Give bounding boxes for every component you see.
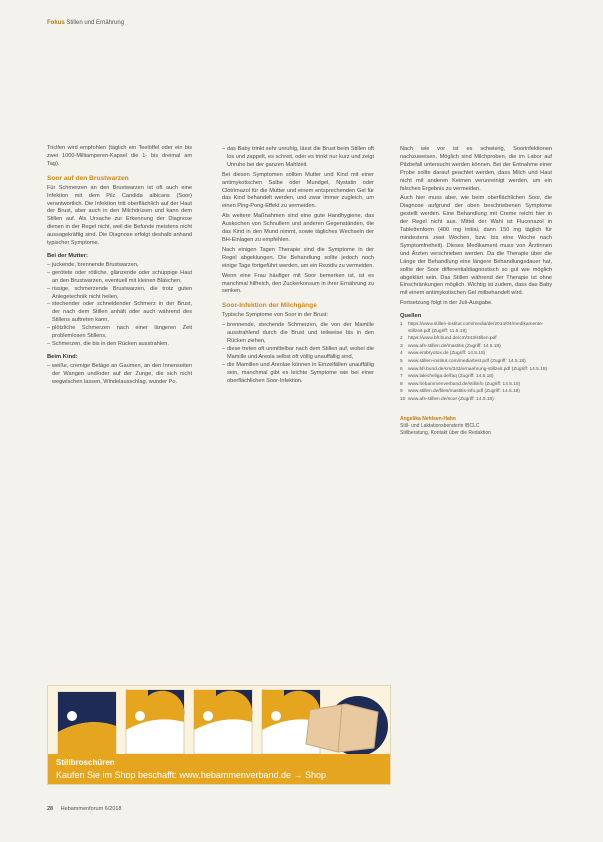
source-item: 1 https://www.stillen-institut.com/media/de/2014/04/medikamente-stillzeit.pdf (Zugriff: 11.5.18) <box>400 322 544 334</box>
column-1 <box>47 145 192 585</box>
author-contact: Stillberatung, Kontakt über die Redaktion <box>400 429 491 436</box>
author-name: Angelika Nehlsen-Hahn <box>400 415 456 422</box>
heading-soor-milchgaenge: Soor-Infektion der Milchgänge <box>222 302 317 310</box>
running-header <box>47 20 124 26</box>
list-item: – brennende, stechende Schmerzen, die von der Mamille ausstrahlend durch die Brust und teilweise bis in den Rücken ziehen, <box>222 322 374 346</box>
list-item: – diese treten oft unmittelbar nach dem Stillen auf, wobei die Mamille und Areola selbst oft völlig unauffällig sind, <box>222 346 374 362</box>
source-item: 7 www.lalecheliga.de/faq (Zugriff: 14.5.18) <box>400 374 494 380</box>
paragraph: Nach einigen Tagen Therapie sind die Symptome in der Regel abgeklungen. Die Behandlung sollte jedoch noch einige Tage fortgeführt werden, um ein Rezidiv zu vermeiden. <box>222 246 374 269</box>
list-item: – stechender oder schneidender Schmerz in der Brust, der nach dem Stillen anhält oder auch während des Stillens auftreten kann, <box>47 301 192 325</box>
list-item: – die Mamillen und Areolae können in Einzelfällen unauffällig sein, manchmal gibt es leichte Symptome wie bei einer oberflächlichen Soor-Infektion. <box>222 362 374 386</box>
brochure-cover <box>126 690 184 754</box>
brochure-cover <box>58 692 116 754</box>
source-item: 4 www.embryotox.de (Zugriff: 14.5.18) <box>400 351 486 357</box>
child-label: Beim Kind: <box>47 353 78 360</box>
list-item: – Schmerzen, die bis in den Rücken ausstrahlen. <box>47 341 192 349</box>
brochure-cover <box>194 690 252 754</box>
intro-paragraph: Triclfen wird empfohlen (täglich ein Teelöffel oder ein bis zwei 1000-Milliamperen-Kapsel die 1- bis dreimal am Tag). <box>47 145 192 167</box>
page-footer <box>47 806 122 812</box>
breast-symptom-list <box>222 322 374 385</box>
mother-label: Bei der Mutter: <box>47 252 88 259</box>
paragraph: Für Schmerzen an den Brustwarzen ist oft auch eine Infektion mit dem Pilz Candida albicans (Soor) verantwortlich. Die Infektion tritt oberflächlich auf der Haut der Brust, aber auch in den Milchdrüsen und kann dem Stillen auf. Als Ursache zur Erkennung der Diagnose dienen in der Regel nicht, weil die Befunde meistens nicht aussagekräftig sind. Die Diagnose erfolgt deshalb anhand typischer Symptome. <box>47 184 192 247</box>
ad-shop-link[interactable]: Kaufen Sie im Shop beschafft: www.hebammenverband.de → Shop <box>56 770 326 780</box>
column-2 <box>222 146 374 536</box>
list-item: – weiße, cremige Beläge an Gaumen, an den Innenseiten der Wangen und/oder auf der Zunge, die sich nicht wegwischen lassen, Windelausschlag, wunder Po. <box>47 363 192 387</box>
sources-list <box>400 322 552 404</box>
mother-symptom-list <box>47 262 192 349</box>
page-number: 28 <box>47 806 54 812</box>
section-title: Stillen und Ernährung <box>66 20 125 26</box>
list-item: – das Baby trinkt sehr unruhig, lässt die Brust beim Stillen oft los und zappelt, es schreit, oder es trinkt nur kurz und zeigt Unruhe bei der ganzen Mahlzeit. <box>222 146 374 170</box>
source-item: 2 https://www.bfr.bund.de/cm/343/stillen.pdf <box>400 336 497 342</box>
source-item: 10 www.afs-stillen.de/soor (Zugriff: 14.5.18) <box>400 396 494 402</box>
child-symptom-list <box>47 363 192 387</box>
source-item: 8 www.hebammenverband.de/stillinfo (Zugriff: 14.5.18) <box>400 381 521 387</box>
paragraph: Nach wie vor ist es schwierig, Soorinfektionen nachzuweisen. Möglich sind Milchproben, die im Labor auf Pilzbefall untersucht werden können. Bei der Entnahme einer Probe sollte darauf geachtet werden, dass Milch und Haut nicht mit anderen Keimen verunreinigt werden, um ein falsches Ergebnis zu vermeiden. <box>400 146 552 192</box>
brochure-advertisement[interactable] <box>47 685 391 785</box>
author-block <box>400 416 552 437</box>
paragraph: Auch hier muss aber, wie beim oberflächlichen Soor, die Diagnose aufgrund der oben beschriebenen Symptome gestellt werden. Eine Behandlung mit Creme reicht hier in der Regel nicht aus. Mittel der Wahl ist Fluconazol in Tablettenform (400 mg initial, dann 150 mg täglich für mindestens zwei Wochen, bzw. bis eine Woche nach Symptomfreiheit). Dieses Medikament muss von Ärztinnen und Ärzten verschrieben werden. Da die Therapie über die Länge der Behandlung eine längere Behandlungsdauer hat, sollte der Soor differentialdiagnostisch so gut wie möglich abgeklärt sein. Das Stillen während der Therapie ist ohne Einschränkungen möglich. Wichtig ist zudem, dass das Baby mit einem antimykotischen Gel mitbehandelt wird. <box>400 195 552 297</box>
brochure-covers-image <box>48 686 391 754</box>
sources-label: Quellen <box>400 313 422 320</box>
source-item: 6 www.bfr.bund.de/cm/343/ernaehrung-stillzeit.pdf (Zugriff: 14.5.18) <box>400 366 548 372</box>
list-item: – rissige, schmerzende Brustwarzen, die trotz guten Anlegetechnik nicht heilen, <box>47 286 192 302</box>
paragraph: Bei diesen Symptomen sollten Mutter und Kind mit einer antimykotischen Salbe oder Mundgel, Nystatin oder Clotrimazol für die Mutter und einem entsprechenden Gel für das Kind behandelt werden, und zwar immer zugleich, um einen Ping-Pong-Effekt zu vermeiden. <box>222 171 374 210</box>
list-item: – plötzliche Schmerzen nach einer längeren Zeit problemlosen Stillens, <box>47 325 192 341</box>
list-item: – gerötete oder rötliche, glänzende oder schuppige Haut an den Brustwarzen, eventuell mit kleinen Bläschen, <box>47 270 192 286</box>
ad-title: Stillbroschüren <box>56 758 115 767</box>
author-role: Still- und Laktationsberaterin IBCLC <box>400 422 480 429</box>
paragraph: Wenn eine Frau häufiger mit Soor bemerken ist, ist es manchmal hilfreich, den Zuckerkonsum in ihrer Ernährung zu senken. <box>222 272 374 295</box>
source-item: 9 www.stillen.de/files/mastitis-info.pdf (Zugriff: 14.5.18) <box>400 389 520 395</box>
section-label: Fokus <box>47 20 65 26</box>
child-symptom-list-cont <box>222 146 374 170</box>
continuation-note: Fortsetzung folgt in der Juli-Ausgabe. <box>400 300 493 307</box>
magazine-name: Hebammenforum 6/2018 <box>60 806 122 812</box>
list-item: – juckende, brennende Brustwarzen, <box>47 262 192 270</box>
column-3 <box>400 146 552 736</box>
paragraph: Als weitere Maßnahmen sind eine gute Handhygiene, das Auskochen von Schnullern und anderen Gegenständen, die das Kind in den Mund nimmt, sowie tägliches Wechseln der BH-Einlagen zu empfehlen. <box>222 213 374 243</box>
source-item: 3 www.afs-stillen.de/mastitis (Zugriff: 14.5.18) <box>400 343 501 349</box>
paragraph: Typische Symptome von Soor in der Brust: <box>222 312 329 319</box>
heading-soor-brustwarzen: Soor auf den Brustwarzen <box>47 174 129 182</box>
source-item: 5 www.stillen-institut.com/media/test.pdf (Zugriff: 14.5.18) <box>400 359 526 364</box>
